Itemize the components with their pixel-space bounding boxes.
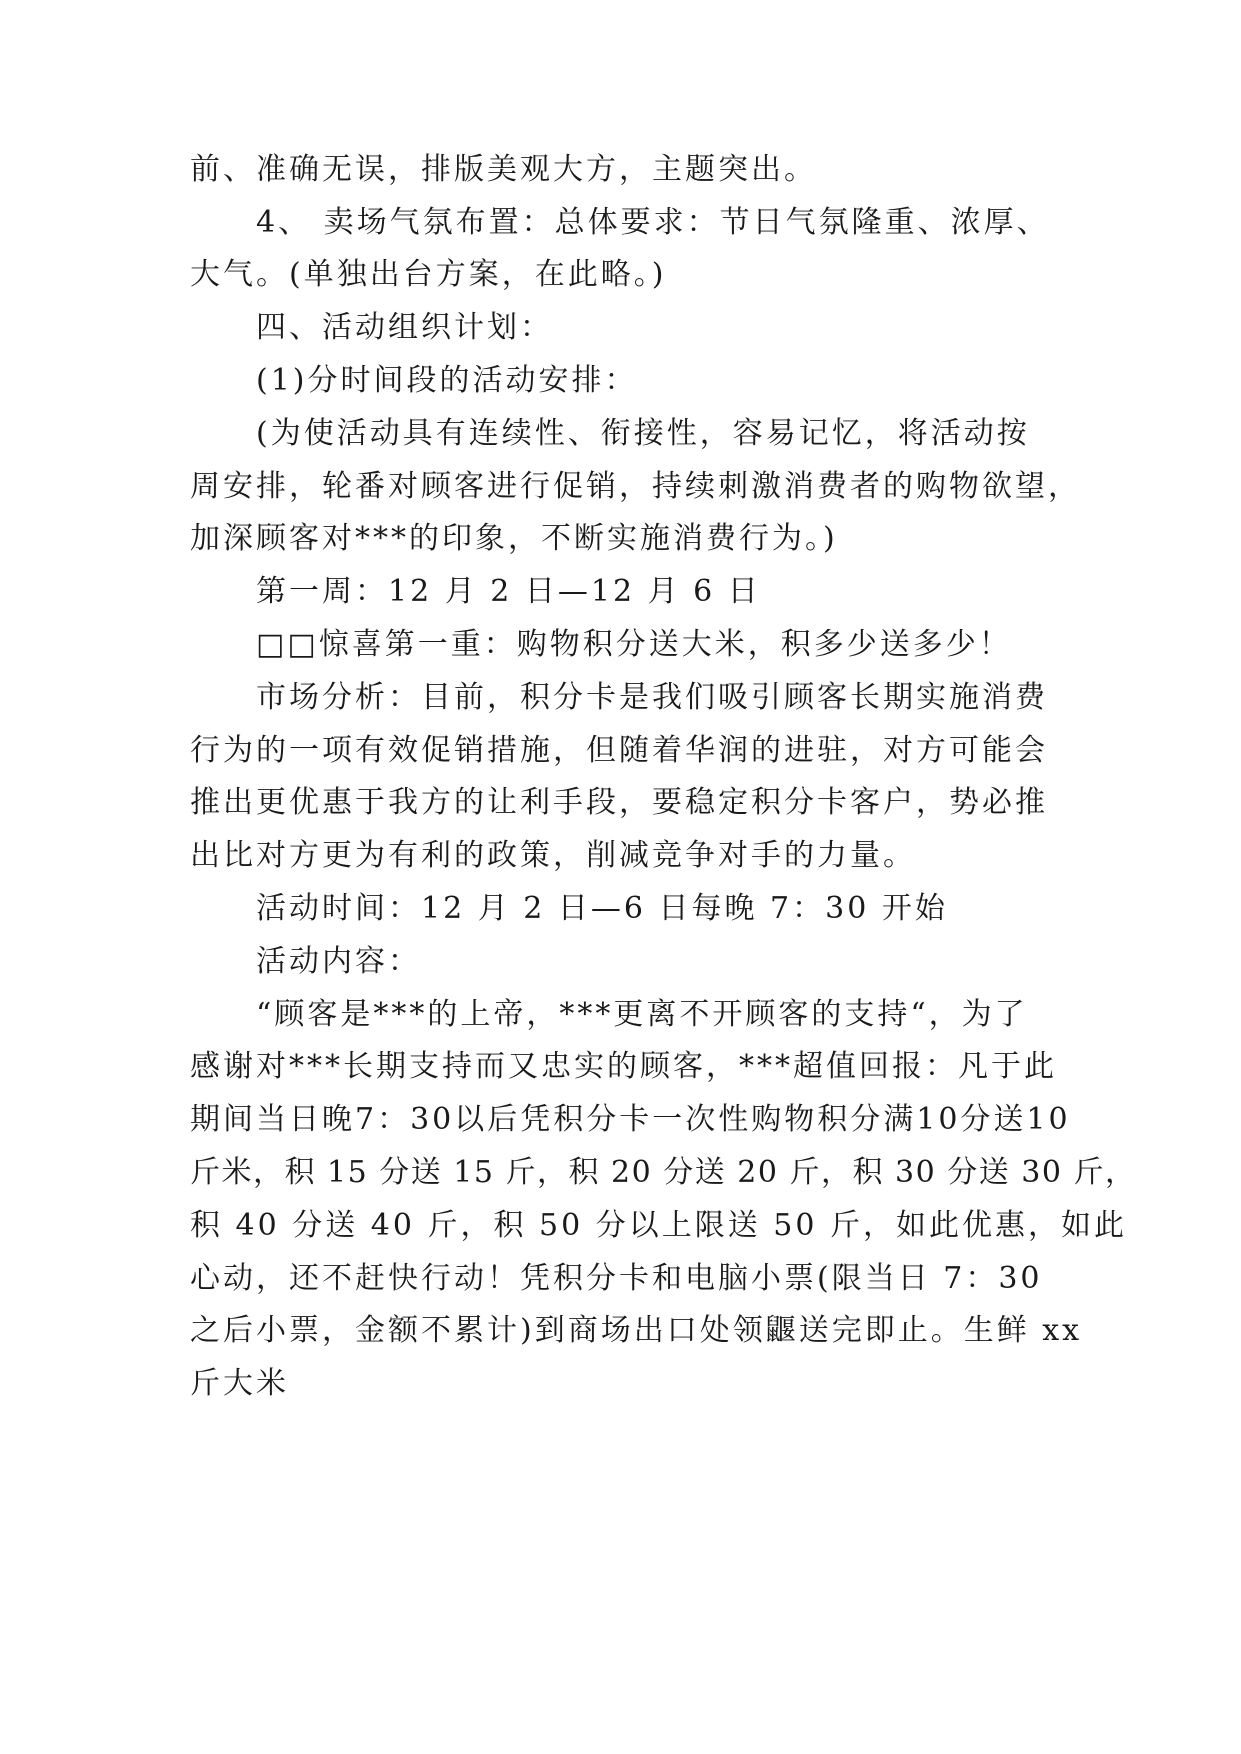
text-line: 加深顾客对***的印象，不断实施消费行为。) — [190, 521, 838, 556]
text-line: (为使活动具有连续性、衔接性，容易记忆，将活动按 — [256, 416, 1030, 451]
text-line: 市场分析：目前，积分卡是我们吸引顾客长期实施消费 — [256, 680, 1048, 715]
text-line: 前、准确无误，排版美观大方，主题突出。 — [190, 152, 817, 187]
text-line: 积 40 分送 40 斤，积 50 分以上限送 50 斤，如此优惠，如此 — [190, 1208, 1127, 1243]
text-line: 4、 卖场气氛布置：总体要求：节日气氛隆重、浓厚、 — [256, 205, 1050, 240]
text-line: 期间当日晚7：30以后凭积分卡一次性购物积分满10分送10 — [190, 1102, 1071, 1137]
text-line: 斤大米 — [190, 1366, 289, 1401]
subsection-heading: (1)分时间段的活动安排： — [256, 363, 638, 398]
text-line: “顾客是***的上帝，***更离不开顾客的支持“，为了 — [256, 997, 1028, 1032]
text-line: 活动内容： — [256, 944, 421, 979]
promo-title: □□惊喜第一重：购物积分送大米，积多少送多少！ — [256, 627, 1012, 662]
text-line: 之后小票，金额不累计)到商场出口处领鼴送完即止。生鲜 xx — [190, 1313, 1083, 1348]
text-line: 感谢对***长期支持而又忠实的顾客，***超值回报：凡于此 — [190, 1049, 1057, 1084]
week-heading: 第一周：12 月 2 日—12 月 6 日 — [256, 574, 761, 609]
text-line: 活动时间：12 月 2 日—6 日每晚 7：30 开始 — [256, 891, 948, 926]
text-line: 行为的一项有效促销措施，但随着华润的进驻，对方可能会 — [190, 733, 1048, 768]
section-heading: 四、活动组织计划： — [256, 310, 553, 345]
text-line: 斤米，积 15 分送 15 斤，积 20 分送 20 斤，积 30 分送 30 斤， — [190, 1155, 1137, 1190]
text-line: 推出更优惠于我方的让利手段，要稳定积分卡客户，势必推 — [190, 785, 1048, 820]
text-line: 心动，还不赶快行动！凭积分卡和电脑小票(限当日 7：30 — [190, 1261, 1043, 1296]
text-line: 出比对方更为有利的政策，削减竞争对手的力量。 — [190, 838, 916, 873]
text-line: 周安排，轮番对顾客进行促销，持续刺激消费者的购物欲望， — [190, 469, 1081, 504]
text-line: 大气。(单独出台方案，在此略。) — [190, 257, 667, 292]
